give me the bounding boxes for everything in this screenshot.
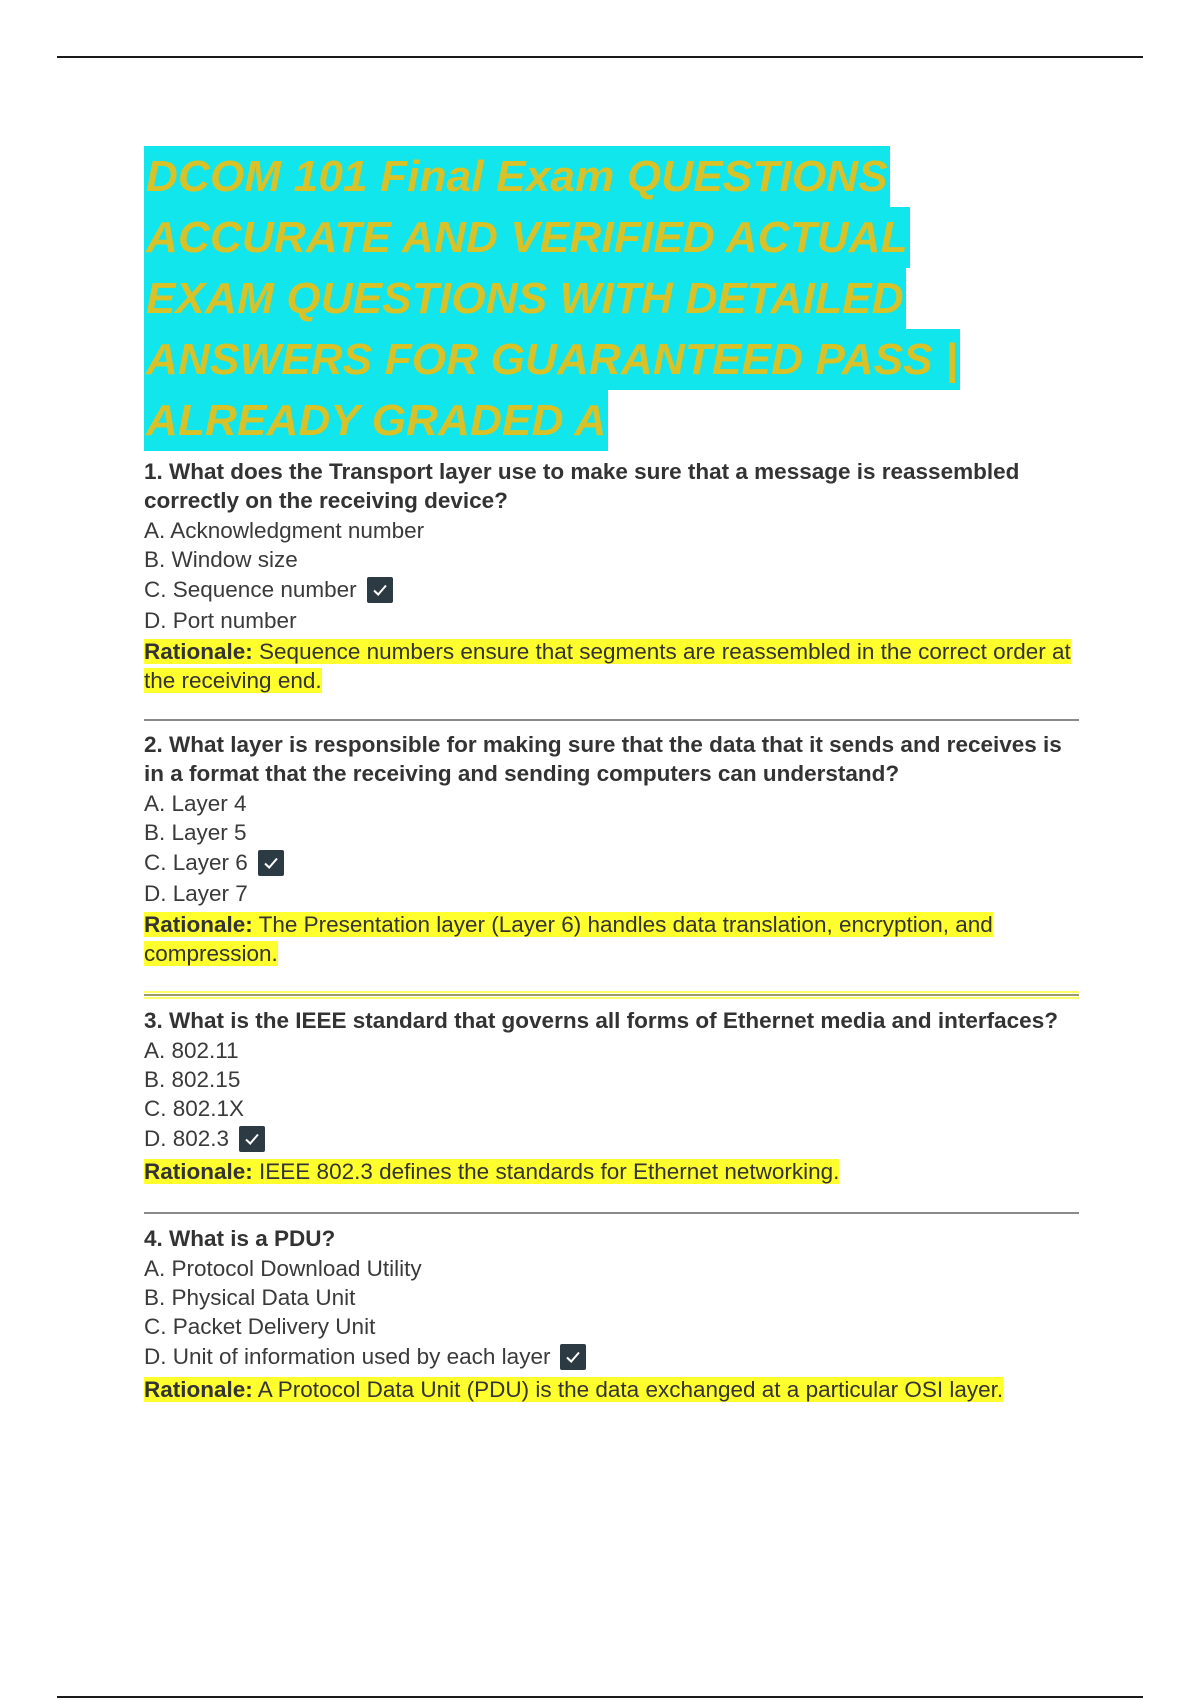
checkbox-checked-icon	[367, 577, 393, 603]
answer-option-label: C. Layer 6	[144, 850, 248, 875]
checkbox-checked-icon	[258, 850, 284, 876]
answer-option-correct	[144, 847, 1079, 879]
answer-option-label: D. 802.3	[144, 1126, 230, 1151]
answer-option	[144, 879, 1079, 908]
answer-option	[144, 1254, 1079, 1283]
answer-option-label: B. Physical Data Unit	[144, 1285, 356, 1310]
question-3	[144, 1006, 1079, 1186]
title-line: ALREADY GRADED A	[144, 390, 608, 451]
question-divider	[144, 994, 1079, 996]
answer-option-label: D. Layer 7	[144, 881, 248, 906]
page-bottom-rule	[57, 1696, 1143, 1698]
checkbox-checked-icon	[560, 1344, 586, 1370]
answer-option-correct	[144, 574, 1079, 606]
answer-option-label: A. Layer 4	[144, 791, 247, 816]
answer-option	[144, 606, 1079, 635]
question-2	[144, 730, 1079, 968]
title-line: ACCURATE AND VERIFIED ACTUAL	[144, 207, 910, 268]
rationale-text: The Presentation layer (Layer 6) handles data translation, encryption, and compression.	[144, 912, 993, 966]
answer-option	[144, 818, 1079, 847]
title-line: EXAM QUESTIONS WITH DETAILED	[144, 268, 906, 329]
answer-option-correct	[144, 1123, 1079, 1155]
answer-option	[144, 516, 1079, 545]
question-text: 2. What layer is responsible for making sure that the data that it sends and receives is in a format that the receiving and sending computers can understand?	[144, 732, 1062, 786]
answer-option-correct	[144, 1341, 1079, 1373]
question-4	[144, 1224, 1079, 1404]
rationale-text: A Protocol Data Unit (PDU) is the data exchanged at a particular OSI layer.	[257, 1377, 1004, 1402]
title-line: ANSWERS FOR GUARANTEED PASS |	[144, 329, 960, 390]
rationale	[144, 1375, 1079, 1404]
answer-option	[144, 1094, 1079, 1123]
answer-option	[144, 789, 1079, 818]
answer-option-label: A. 802.11	[144, 1038, 239, 1063]
answer-option-label: B. 802.15	[144, 1067, 241, 1092]
question-divider	[144, 1212, 1079, 1214]
answer-option	[144, 1065, 1079, 1094]
question-1	[144, 457, 1079, 695]
question-text: 1. What does the Transport layer use to make sure that a message is reassembled correctly on the receiving device?	[144, 459, 1020, 513]
rationale-label: Rationale:	[144, 1377, 253, 1402]
rationale-text: Sequence numbers ensure that segments are reassembled in the correct order at the receiving end.	[144, 639, 1071, 693]
rationale-label: Rationale:	[144, 912, 253, 937]
answer-option	[144, 1283, 1079, 1312]
question-text: 3. What is the IEEE standard that governs all forms of Ethernet media and interfaces?	[144, 1008, 1058, 1033]
answer-option-label: B. Layer 5	[144, 820, 247, 845]
answer-option-label: D. Unit of information used by each layer	[144, 1344, 551, 1369]
page-top-rule	[57, 56, 1143, 58]
rationale-label: Rationale:	[144, 639, 253, 664]
rationale-text: IEEE 802.3 defines the standards for Ethernet networking.	[259, 1159, 840, 1184]
answer-option-label: A. Acknowledgment number	[144, 518, 425, 543]
answer-option-label: C. 802.1X	[144, 1096, 245, 1121]
answer-option-label: B. Window size	[144, 547, 298, 572]
answer-option-label: C. Sequence number	[144, 577, 357, 602]
answer-option	[144, 545, 1079, 574]
title-line: DCOM 101 Final Exam QUESTIONS	[144, 146, 890, 207]
answer-option	[144, 1036, 1079, 1065]
question-text: 4. What is a PDU?	[144, 1226, 336, 1251]
rationale	[144, 910, 1079, 968]
checkbox-checked-icon	[239, 1126, 265, 1152]
rationale-label: Rationale:	[144, 1159, 253, 1184]
document-title	[144, 146, 1079, 451]
rationale	[144, 637, 1079, 695]
answer-option-label: A. Protocol Download Utility	[144, 1256, 422, 1281]
rationale	[144, 1157, 1079, 1186]
document-content	[144, 146, 1079, 1404]
answer-option-label: D. Port number	[144, 608, 297, 633]
answer-option	[144, 1312, 1079, 1341]
answer-option-label: C. Packet Delivery Unit	[144, 1314, 376, 1339]
question-divider	[144, 719, 1079, 721]
